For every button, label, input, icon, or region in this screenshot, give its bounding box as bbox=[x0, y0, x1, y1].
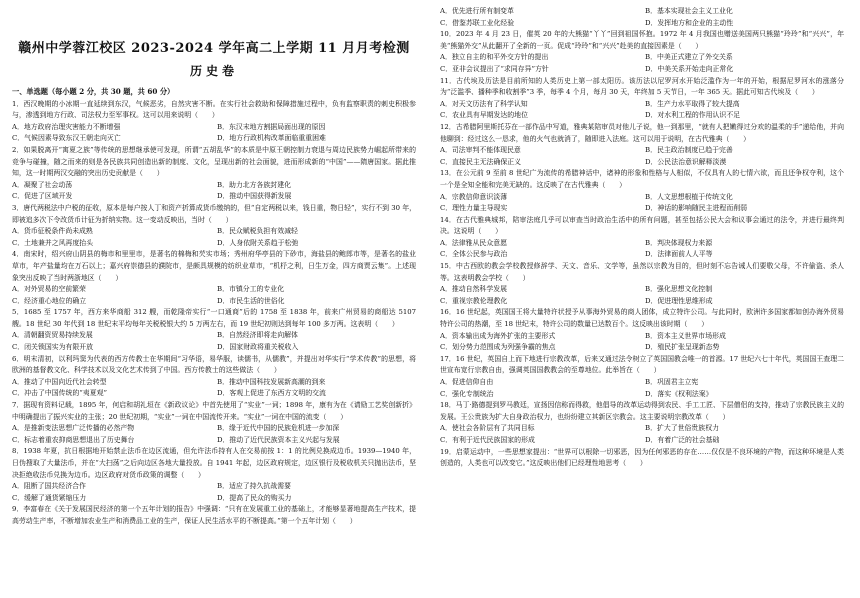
answer-option: C．借鉴苏联工业化经验 bbox=[440, 18, 515, 27]
answer-option: D．发挥地方和企业的主动性 bbox=[645, 18, 734, 27]
question-stem: 14．在古代雅典城邦，陪审法庭几乎可以审查当时政治生活中的所有问题，甚至包括公民大会和议事会通过的法令，并进行最终判决。这说明（ ） bbox=[440, 215, 844, 236]
answer-option: A．清朝翻资贸易持续发展 bbox=[12, 331, 93, 340]
question-stem: 5．1685 至 1757 年，西方来华商船 312 艘，而乾隆帝实行“一口通商”后的 1758 至 1838 年，前来广州贸易的商船达 5107 艘。18 世纪 30 年代到 18 世纪末平均每年关税税银大约 5 万两左右，而 19 世纪初则达到每年 100 多万两。这表明（ ） bbox=[12, 308, 416, 328]
answer-option: D．殖民扩张呈现新态势 bbox=[645, 343, 720, 352]
question-block bbox=[440, 307, 844, 353]
answer-option: C．强化专制统治 bbox=[440, 389, 494, 398]
question-stem: 17．16 世纪，英国自上而下地进行宗教改革，后来又通过法令树立了英国国教会唯一的首源。17 世纪六七十年代，英国国王查理二世宣布宽行宗教自由，强调英国国教教会的至尊地位。此举旨在（ ） bbox=[440, 354, 844, 375]
question-stem: 10．2023 年 4 月 23 日，催英 20 年的大熊猫“丫丫”回到祖国怀抱。1972 年 4 月我国也赠送美国两只熊猫“玲玲”和“兴兴”，年美“熊猫外交”从此翻开了全新的一页。促成“玲玲”和“兴兴”赴美的直接因素是（ ） bbox=[440, 30, 844, 50]
answer-options bbox=[440, 99, 844, 122]
right-column bbox=[440, 6, 844, 470]
answer-option: C．直接民主无法确保正义 bbox=[440, 157, 522, 166]
question-block bbox=[12, 400, 416, 446]
answer-options bbox=[12, 377, 416, 400]
answer-option: C．土地兼并之风再度抬头 bbox=[12, 238, 94, 247]
question-stem: 9．李富春在《关于发展国民经济的第一个五年计划的报告》中强调：“只有在发展重工业的基础上，才能够显著地提高生产技术，提高劳动生产率，不断增加农业生产和消费品工业的生产，保证人民生活水平的不断提高。”第一个五年计划（ ） bbox=[12, 505, 416, 525]
question-block bbox=[440, 168, 844, 214]
answer-option: B．自然经济即将走向解体 bbox=[217, 331, 298, 340]
question-stem: 11．古代埃及历法是目前所知的人类历史上第一部太阳历。该历法以尼罗河水开始泛滥作为一年的开始，根据尼罗河水的涨落分为“泛滥季、播种季和收割季”3 季，每季 4 个月，每月 30 天，年终加 5 天节日，一年 365 天。据此可知古代埃及（ ） bbox=[440, 76, 844, 97]
answer-option: B．适应了持久抗战需要 bbox=[217, 482, 291, 491]
answer-option: C．闭关锁国实为有限开放 bbox=[12, 343, 94, 352]
answer-option: C．亚非会议提出了“求同存异”方针 bbox=[440, 64, 549, 73]
answer-option: A．推动自然科学发展 bbox=[440, 285, 507, 294]
answer-option: C．标志着重农抑商思想退出了历史舞台 bbox=[12, 435, 135, 444]
answer-option: B．推动中国科技发展新高潮的到来 bbox=[217, 377, 326, 386]
answer-option: D．国家财政将重关税收入 bbox=[217, 343, 299, 352]
question-block bbox=[440, 29, 844, 75]
question-stem: 8．1938 年夏，抗日根据地开始禁止法币在边区流通，但允许法币持有人在交易前按 1：1 的比例兑换成边币。1939—1940 年，日伪搜取了大量法币，并在“大扫荡”之后向边区各地大量投放。自 1941 年起，边区政府规定，边区银行及税收机关只抛出法币，坚决拒绝收法币兑换为边币。边区政府对货币政策的调整（ ） bbox=[12, 447, 416, 479]
answer-option: C．有利于近代民族国家的形成 bbox=[440, 435, 535, 444]
answer-option: B．助力北方各族封建化 bbox=[217, 180, 291, 189]
question-block bbox=[12, 203, 416, 249]
answer-option: C．冲击了中国传统的“夷夏观” bbox=[12, 389, 108, 398]
answer-options bbox=[12, 226, 416, 249]
question-stem: 4．南宋时，绍兴府山阴县的梅市和里里市，是著名的棉梅和芡实市场；秀州府华亭县的下砂市，海盐县的鲍郎市等，是著名的盐业草市，年产盐量均在万石以上；嘉兴府崇德县的濮院市，是颇具规模的纺织业草市，“机杼之利，日生万金，四方商贾云集”。上述现象突出反映了当时两浙地区（ ） bbox=[12, 250, 416, 282]
question-stem: 12．古希腊阿里斯托芬在一部作品中写道，雅典某陪审员对他儿子说，他一到那里，“就有人把嫩得过分欢的温柔的手”递给他，并向他聊到：经过这么一恳求，他的火气也就消了，随即进入法庭。这可以用于说明，在古代雅典（ ） bbox=[440, 122, 844, 143]
answer-options bbox=[12, 180, 416, 203]
question-block bbox=[440, 76, 844, 122]
question-block bbox=[440, 354, 844, 400]
answer-option: B．生产力水平取得了较大提高 bbox=[645, 99, 740, 108]
question-stem: 18．马丁·路德提到罗马教廷，宣扬因信称而得救，他倡导的改革运动得到农民、手工工匠、下层僧侣的支持，推动了宗教民族主义的发展。王公贵族为扩大自身政治权力，也纷纷建立其新区宗教会。这主要说明宗教改革（ ） bbox=[440, 401, 844, 421]
question-block bbox=[440, 447, 844, 470]
answer-options bbox=[440, 52, 844, 75]
answer-option: D．中美关系开始走向正常化 bbox=[645, 64, 734, 73]
answer-option: D．提高了民众的购买力 bbox=[217, 493, 292, 502]
answer-option: B．扩大了世俗贵族权力 bbox=[645, 424, 719, 433]
answer-options bbox=[440, 145, 844, 168]
answer-option: C．经济重心地位的确立 bbox=[12, 296, 87, 305]
answer-option: A．独立自主的和平外交方针的提出 bbox=[440, 53, 549, 62]
answer-option: D．推动中国获得新发展 bbox=[217, 192, 292, 201]
answer-option: A．地方政府治理灾害能力不断增强 bbox=[12, 122, 121, 131]
question-stem: 2．如果脱离开“寓夏之族”等传统的思想继承使可发现，所谓“五胡乱华”的本质是中原王朝控制力衰退与周边民族势力崛起所带来的竞争与碰撞，随之而来的则是各民族共同创造出新的制度、文化，呈现出新的社会面貌，进而形成新的“中国”——隋唐国家。据此推知，这一时期两汉交融的突出历史贡献是（ ） bbox=[12, 145, 416, 178]
answer-option: B．市镇分工的专业化 bbox=[217, 285, 285, 294]
answer-option: C．促进了区域开发 bbox=[12, 192, 73, 201]
answer-option: B．民众赋税负担有效减轻 bbox=[217, 227, 298, 236]
answer-option: B．人文思想根植于传统文化 bbox=[645, 192, 733, 201]
question-stem: 16．16 世纪起，英国国王将大量特许状授予从事海外贸易的商人团体，成立特许公司。与此同时，欧洲许多国家都如创办海外贸易特许公司的热潮，至 18 世纪末，特许公司的数量已达数百个。这反映出该时期（ ） bbox=[440, 308, 844, 329]
answer-option: A．司法审判不能体现民意 bbox=[440, 146, 521, 155]
question-block bbox=[12, 145, 416, 203]
answer-option: B．判决体现权力来源 bbox=[645, 238, 713, 247]
answer-option: A．货币征税条件尚未成熟 bbox=[12, 227, 93, 236]
answer-option: D．推动了近代民族资本主义兴起与发展 bbox=[217, 435, 340, 444]
question-block bbox=[12, 99, 416, 145]
answer-option: B．巩固君主立宪 bbox=[645, 378, 699, 386]
answer-options bbox=[12, 481, 416, 504]
answer-options bbox=[12, 423, 416, 446]
answer-option: C．缓解了通货紧缩压力 bbox=[12, 493, 87, 502]
answer-option: A．宗教信仰意识淡薄 bbox=[440, 192, 507, 201]
question-block bbox=[440, 215, 844, 261]
answer-option: B．东汉末地方割据局面出现的原因 bbox=[217, 122, 326, 131]
exam-title: 赣州中学蓉江校区 2023-2024 学年高二上学期 11 月月考检测 bbox=[18, 41, 410, 56]
answer-option: B．民主政治制度已趋于完善 bbox=[645, 146, 733, 155]
answer-option: B．资本主义世界市场形成 bbox=[645, 331, 726, 340]
question-block bbox=[12, 354, 416, 400]
answer-options bbox=[440, 331, 844, 354]
question-block bbox=[12, 446, 416, 504]
question-block bbox=[12, 307, 416, 353]
answer-option: A．对外贸易的空前繁荣 bbox=[12, 285, 86, 294]
question-block bbox=[440, 400, 844, 446]
question-stem: 19．启蒙运动中，一些思想家提出：“世界可以根除一切邪恶，因为任何邪恶的存在……仅仅是不良环境的产物，而这种环境是人类创造的，人类也可以改变它。”这反映出他们已经理性地思考（ ） bbox=[440, 447, 844, 468]
left-column bbox=[12, 6, 416, 528]
answer-options bbox=[12, 330, 416, 353]
question-block bbox=[12, 504, 416, 527]
answer-option: D．人身依附关系趋于松弛 bbox=[217, 238, 299, 247]
answer-option: A．使社会各阶层有了共同目标 bbox=[440, 424, 535, 433]
answer-option: D．法律面前人人平等 bbox=[645, 250, 713, 259]
question-stem: 6．明末清初，以利玛窦为代表的西方传教士在华期间“习华语，易华服，读儒书，从儒教”，并提出对华实行“学术传教”的思想，将欧洲的基督教文化、科学技术以及文化艺术传到了中国。西方传教士的这些做法（ ） bbox=[12, 354, 416, 375]
question-stem: 3．唐代两税法中户税的征收，原本是每户按人丁和资产折算成货币缴纳的，但“自定两税以来，钱日重，物日轻”，实行不到 30 年，即被追多次下令改货币计征为折纳实物。这一变动反映出，当时（ ） bbox=[12, 203, 416, 224]
answer-option: A．促进信仰自由 bbox=[440, 378, 494, 386]
answer-option: B．中美正式建立了外交关系 bbox=[645, 53, 733, 62]
left-questions bbox=[12, 99, 416, 528]
answer-option: D．落实《权利法案》 bbox=[645, 389, 713, 398]
question-stem: 7．据现有资料记载，1895 年，何启和胡礼垣在《新政议论》中首先使用了“实业”一词；1898 年，康有为在《请励工艺奖创新折》中明确提出了振兴实业的主张；20 世纪初期，“实业”一词在中国流传开来。“实业”一词在中国的流变（ ） bbox=[12, 401, 416, 421]
exam-subtitle: 历史卷 bbox=[189, 64, 238, 78]
answer-option: A．法律雅从民众意愿 bbox=[440, 238, 507, 247]
answer-option: A．凝聚了社会动荡 bbox=[12, 180, 73, 189]
answer-option: C．重视宗教伦理教化 bbox=[440, 296, 508, 305]
answer-option: D．地方行政机构改革面临重重困难 bbox=[217, 134, 326, 143]
answer-option: A．优先进行所有制变革 bbox=[440, 7, 514, 15]
answer-options bbox=[440, 377, 844, 400]
answer-option: B．缘于近代中国的民族危机进一步加深 bbox=[217, 424, 340, 433]
answer-options bbox=[12, 122, 416, 145]
answer-option: A．对天文历法有了科学认知 bbox=[440, 99, 528, 108]
answer-options bbox=[440, 423, 844, 446]
answer-option: A．资本输出成为海外扩张的主要形式 bbox=[440, 331, 556, 340]
answer-options bbox=[440, 192, 844, 215]
question-block bbox=[440, 6, 844, 29]
answer-options bbox=[440, 238, 844, 261]
answer-option: D．神话的影响随民主进程而削弱 bbox=[645, 204, 747, 213]
answer-option: B．强化思想文化控制 bbox=[645, 285, 713, 294]
answer-option: D．有着广泛的社会基础 bbox=[645, 435, 720, 444]
answer-option: A．是推新变法思想广泛传播的必然产物 bbox=[12, 424, 135, 433]
question-block bbox=[12, 249, 416, 307]
answer-option: C．农业具有早期发达的地位 bbox=[440, 111, 528, 120]
answer-option: C．全体公民参与政治 bbox=[440, 250, 508, 259]
question-stem: 1．西汉晚期的小冰期一直延续到东汉，气候恶劣，自然灾害不断。在实行社会救助和保障措施过程中，负有监察职责的刺史积极参与，渗透到地方行政、司法权力至军事权。这可以用来说明（ ） bbox=[12, 99, 416, 120]
answer-option: C．气候因素导致东汉王朝走向灭亡 bbox=[12, 134, 121, 143]
answer-option: D．促进理性思维形成 bbox=[645, 296, 713, 305]
right-questions bbox=[440, 6, 844, 470]
answer-option: A．阻断了国共经济合作 bbox=[12, 482, 86, 491]
question-stem: 15．中古西欧的教会学校教授修辞学、天文、音乐、文学等，虽然以宗教为目的，但时刻不忘告诫人们要敬父母，不许偷盗、杀人等。这表明教会学校（ ） bbox=[440, 262, 844, 282]
question-block bbox=[440, 261, 844, 307]
answer-option: D．客观上促进了东西方文明的交流 bbox=[217, 389, 326, 398]
section-heading: 一、单选题（每小题 2 分，共 30 题，共 60 分） bbox=[12, 87, 175, 96]
answer-option: C．划分势力范围成为列强争霸的焦点 bbox=[440, 343, 556, 352]
answer-option: C．理性力量主导现实 bbox=[440, 204, 508, 213]
answer-option: D．对水利工程的作用认识不足 bbox=[645, 111, 741, 120]
answer-option: D．公民法治意识解释淡漠 bbox=[645, 157, 727, 166]
answer-option: D．市民生活的世俗化 bbox=[217, 296, 285, 305]
question-block bbox=[440, 122, 844, 168]
answer-option: B．基本实现社会主义工业化 bbox=[645, 7, 733, 15]
answer-options bbox=[440, 6, 844, 29]
answer-options bbox=[12, 284, 416, 307]
question-stem: 13．在公元前 9 至前 8 世纪广为流传的希腊神话中，诸神的形象和性格与人相似，不仅具有人的七情六欲，而且还争权夺利，这个一个是全知全能和完美无缺的。这反映了在古代雅典（ ） bbox=[440, 169, 844, 189]
answer-option: A．推动了中国向近代社会转型 bbox=[12, 377, 107, 386]
answer-options bbox=[440, 284, 844, 307]
